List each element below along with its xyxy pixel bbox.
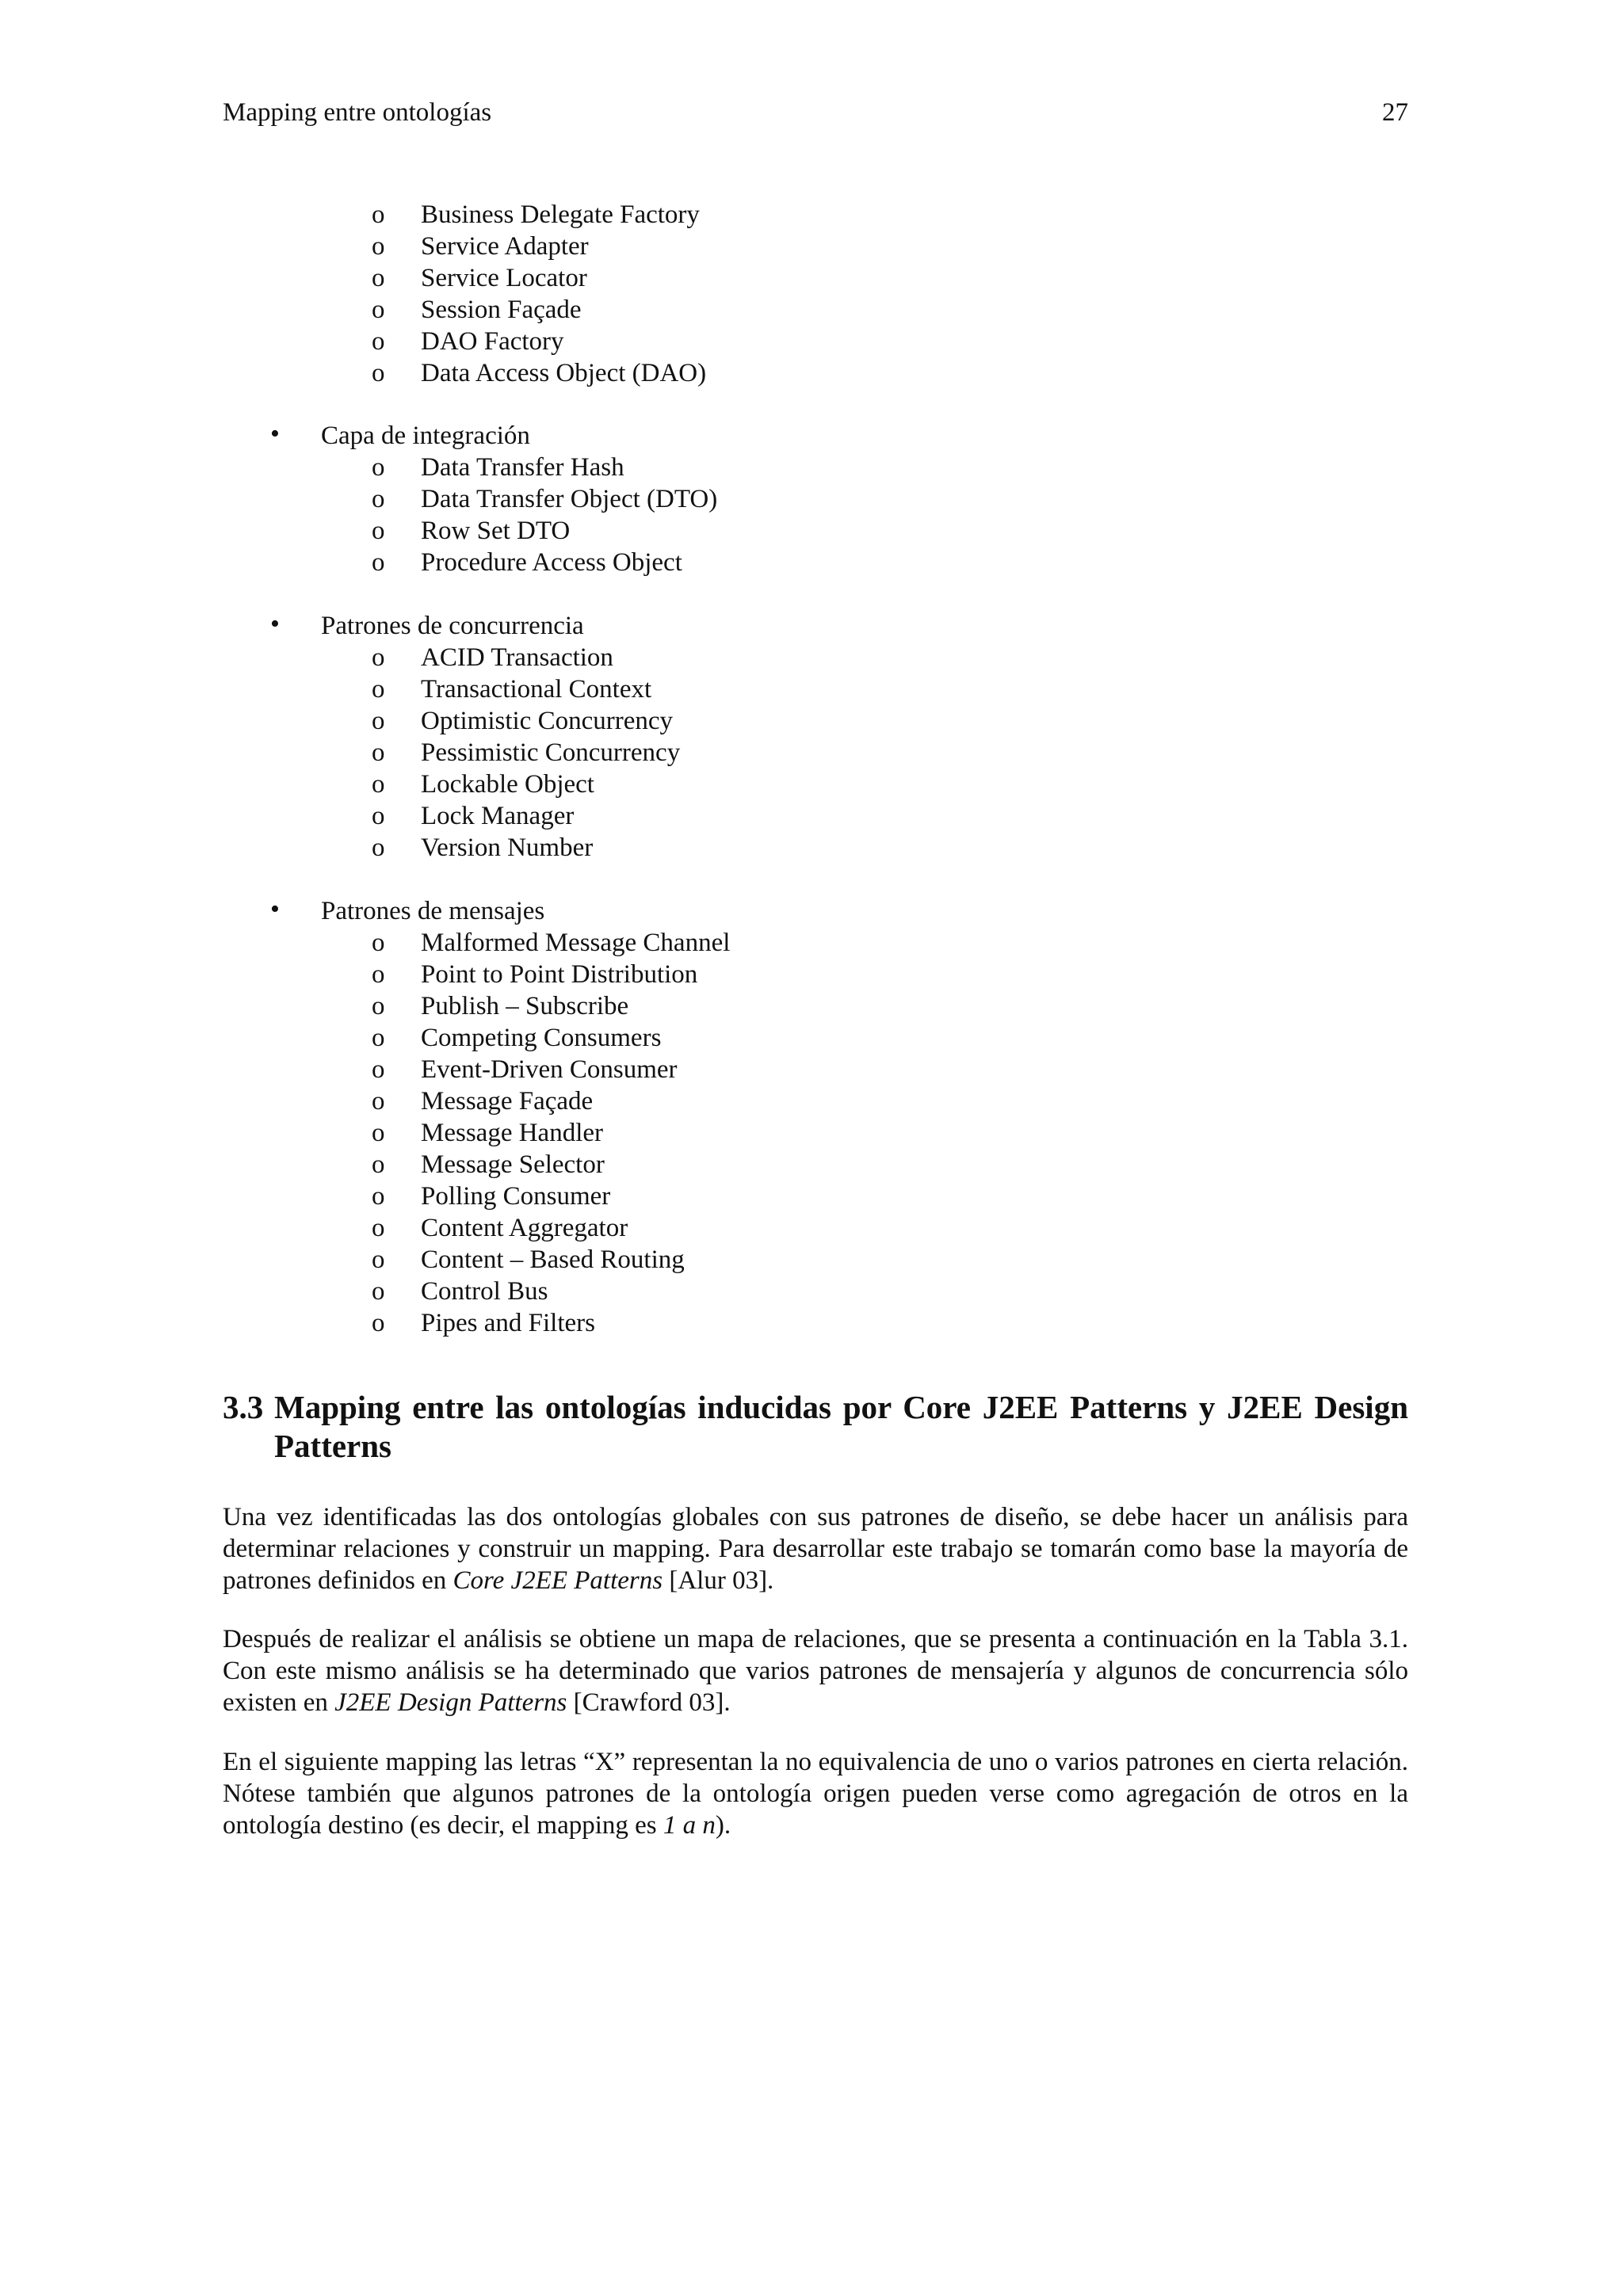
list-item: Content Aggregator [421,1214,628,1242]
list-item: Event-Driven Consumer [421,1055,678,1084]
citation-title: J2EE Design Patterns [334,1688,567,1717]
list-item: Row Set DTO [421,517,571,545]
bullet-marker: • [270,894,280,924]
list-marker: o [372,802,385,830]
group-label: Patrones de mensajes [321,897,545,925]
paragraph-text: ). [715,1811,731,1840]
list-marker: o [372,833,385,862]
list-marker: o [372,1150,385,1179]
list-marker: o [372,992,385,1020]
list-marker: o [372,296,385,324]
list-marker: o [372,675,385,704]
section-heading [223,1388,1408,1426]
group-label: Patrones de concurrencia [321,612,584,640]
list-item: Session Façade [421,296,582,324]
list-marker: o [372,1277,385,1306]
list-marker: o [372,707,385,735]
paragraph-text: Una vez identificadas las dos ontologías globales con sus patrones de diseño, se debe hacer un análisis para determinar relaciones y construir un mapping. Para desarrollar este trabajo se tomarán como base la mayoría de patrones definidos en [223,1503,1408,1595]
paragraph-text: En el siguiente mapping las letras “X” representan la no equivalencia de uno o varios patrones en cierta relación. Nótese también que algunos patrones de la ontología origen pueden verse como agregación de otros en la ontología destino (es decir, el mapping es [223,1748,1408,1840]
list-marker: o [372,770,385,799]
list-marker: o [372,1087,385,1116]
list-marker: o [372,1055,385,1084]
section-number: 3.3 [223,1389,264,1425]
list-item: Message Selector [421,1150,605,1179]
running-header-title: Mapping entre ontologías [223,98,492,127]
list-item: Optimistic Concurrency [421,707,674,735]
paragraph-text: [Crawford 03]. [567,1688,731,1717]
body-paragraph [223,1746,1408,1841]
list-item: Malformed Message Channel [421,929,731,957]
list-marker: o [372,232,385,261]
list-marker: o [372,738,385,767]
list-item: Data Transfer Object (DTO) [421,485,718,513]
list-marker: o [372,1245,385,1274]
list-marker: o [372,1214,385,1242]
list-item: ACID Transaction [421,643,613,672]
list-item: Message Handler [421,1119,604,1147]
list-item: Transactional Context [421,675,652,704]
list-item: Pessimistic Concurrency [421,738,681,767]
list-item: Data Transfer Hash [421,453,624,482]
section-title-line1: Mapping entre las ontologías inducidas por Core J2EE Patterns y J2EE Design [274,1389,1408,1425]
list-item: Polling Consumer [421,1182,611,1211]
list-marker: o [372,327,385,356]
list-marker: o [372,929,385,957]
list-marker: o [372,548,385,577]
list-item: Content – Based Routing [421,1245,685,1274]
list-marker: o [372,1182,385,1211]
section-title-line2: Patterns [274,1428,392,1464]
list-item: Pipes and Filters [421,1309,595,1337]
list-item: Version Number [421,833,594,862]
list-marker: o [372,1309,385,1337]
page-number: 27 [1382,98,1408,127]
list-marker: o [372,453,385,482]
body-paragraph [223,1623,1408,1718]
list-marker: o [372,1119,385,1147]
list-item: Publish – Subscribe [421,992,629,1020]
list-item: Business Delegate Factory [421,200,700,229]
citation-title: Core J2EE Patterns [453,1566,663,1595]
bullet-marker: • [270,419,280,448]
list-marker: o [372,960,385,989]
list-marker: o [372,1024,385,1052]
list-item: Competing Consumers [421,1024,662,1052]
mapping-cardinality: 1 a n [663,1811,716,1840]
list-item: Service Locator [421,264,587,292]
list-item: Message Façade [421,1087,594,1116]
list-item: Control Bus [421,1277,548,1306]
list-marker: o [372,359,385,387]
list-item: DAO Factory [421,327,564,356]
list-item: Service Adapter [421,232,589,261]
list-item: Lock Manager [421,802,575,830]
list-marker: o [372,264,385,292]
list-item: Lockable Object [421,770,594,799]
list-marker: o [372,485,385,513]
group-label: Capa de integración [321,421,530,450]
list-item: Procedure Access Object [421,548,682,577]
list-item: Point to Point Distribution [421,960,698,989]
list-marker: o [372,200,385,229]
body-paragraph [223,1501,1408,1596]
list-marker: o [372,643,385,672]
list-item: Data Access Object (DAO) [421,359,707,387]
paragraph-text: Después de realizar el análisis se obtiene un mapa de relaciones, que se presenta a continuación en la Tabla 3.1. Con este mismo análisis se ha determinado que varios patrones de mensajería y algunos de concurrencia sólo existen en [223,1625,1408,1717]
paragraph-text: [Alur 03]. [663,1566,774,1595]
list-marker: o [372,517,385,545]
bullet-marker: • [270,609,280,639]
